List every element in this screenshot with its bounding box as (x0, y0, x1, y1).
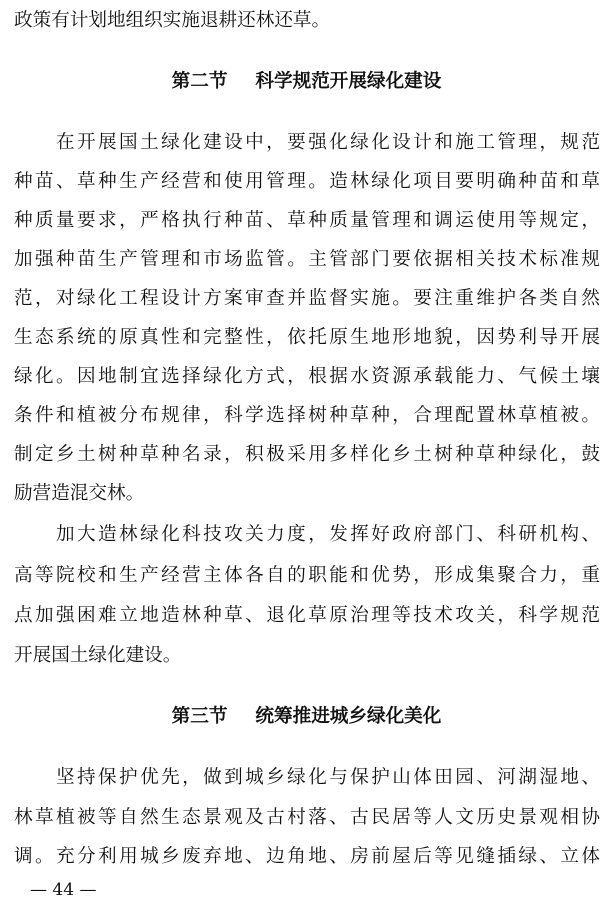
text-line: 加大造林绿化科技攻关力度，发挥好政府部门、科研机构、 (56, 524, 600, 545)
text-line: 种质量要求，严格执行种苗、草种质量管理和调运使用等规定， (14, 210, 600, 231)
text-line: 加强种苗生产管理和市场监管。主管部门要依据相关技术标准规 (14, 249, 600, 270)
text-line: 在开展国土绿化建设中，要强化绿化设计和施工管理，规范 (56, 132, 600, 153)
text-line: 调。充分利用城乡废弃地、边角地、房前屋后等见缝插绿、立体 (14, 846, 600, 867)
section-heading (0, 67, 613, 97)
text-line: 制定乡土树种草种名录，积极采用多样化乡土树种草种绿化，鼓 (14, 444, 600, 465)
text-line: 开展国土绿化建设。 (14, 645, 182, 666)
text-line: 坚持保护优先，做到城乡绿化与保护山体田园、河湖湿地、 (56, 767, 600, 788)
text-line: 林草植被等自然生态景观及古村落、古民居等人文历史景观相协 (14, 807, 600, 828)
text-line: 励营造混交林。 (14, 483, 145, 504)
section-heading (0, 702, 613, 732)
section-number: 第二节 (171, 71, 228, 92)
text-line: 绿化。因地制宜选择绿化方式，根据水资源承载能力、气候土壤 (14, 366, 600, 387)
text-line: 条件和植被分布规律，科学选择树种草种，合理配置林草植被。 (14, 405, 600, 426)
section-title: 统筹推进城乡绿化美化 (255, 706, 442, 727)
text-line: 政策有计划地组织实施退耕还林还草。 (14, 10, 331, 31)
text-line: 点加强困难立地造林种草、退化草原治理等技术攻关，科学规范 (14, 605, 600, 626)
section-title: 科学规范开展绿化建设 (255, 71, 442, 92)
text-line: 生态系统的原真性和完整性，依托原生地形地貌，因势利导开展 (14, 327, 600, 348)
section-number: 第三节 (171, 706, 228, 727)
text-line: 种苗、草种生产经营和使用管理。造林绿化项目要明确种苗和草 (14, 171, 600, 192)
page-number: — 44 — (30, 880, 97, 900)
text-line: 高等院校和生产经营主体各自的职能和优势，形成集聚合力，重 (14, 565, 600, 586)
text-line: 范，对绿化工程设计方案审查并监督实施。要注重维护各类自然 (14, 288, 600, 309)
